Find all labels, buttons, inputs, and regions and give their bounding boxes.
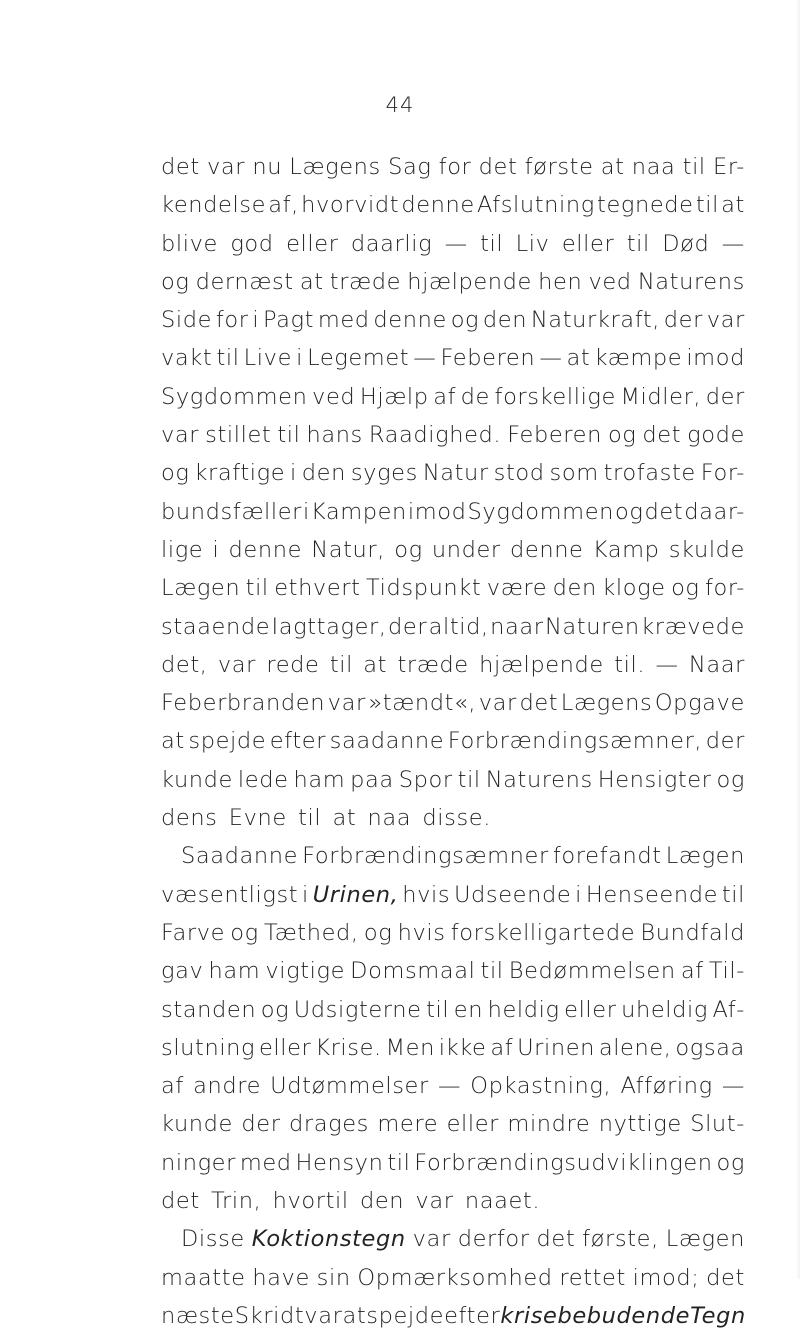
word: Kampen [310,498,407,525]
body-text [161,148,745,1335]
word: Til- [708,958,745,985]
word: »tændt«, [368,690,477,717]
word: der [705,383,745,410]
word: Spor [398,766,453,793]
word: og [607,422,637,449]
word: mindre [507,1111,591,1138]
word: til [480,230,504,257]
word: hvis [402,881,451,908]
word: den [552,575,597,602]
text-line [161,1105,745,1143]
word: Henseende [585,881,719,908]
word: Disse [181,1226,245,1253]
word: hjælpende [479,651,604,678]
word: og [230,919,259,946]
word: Feberen [507,422,602,449]
word: kraftige [194,460,286,487]
word: det [161,1188,200,1215]
word: — [721,1073,745,1100]
word: de [460,383,490,410]
word: Kamp [592,536,660,563]
word: Evne [228,805,287,832]
word: kloge [602,575,666,602]
word: dernæst [195,268,294,295]
word: ikke [438,1034,487,1061]
word: spejde [188,728,267,755]
text-line [161,914,745,952]
word: lede [237,766,289,793]
word: sin [316,1264,351,1291]
word: at [299,268,324,295]
word: daar- [684,498,745,525]
word: Lægens [289,154,381,180]
word: stillet [205,422,272,449]
word: imod [407,498,467,525]
text-line [161,799,745,837]
word: Udseende [453,881,572,908]
word: Saadanne [181,843,299,870]
word: naa [631,154,676,180]
word: det [519,690,559,717]
word: eller [446,1111,500,1138]
word: næste [161,1302,235,1329]
text-line [161,454,745,492]
word: ethvert [274,575,361,602]
word: Opmærksomhed [357,1264,553,1291]
word: Natur, [311,536,385,563]
text-line [161,1067,745,1105]
word: det [644,498,684,525]
word: det [161,154,200,180]
word: naa [367,805,412,832]
text-line [161,569,745,607]
text-line [161,493,745,531]
word: vigtige [265,958,346,985]
word: forskelligartede [450,919,636,946]
word: Lægen [665,843,745,870]
word: og [615,498,644,525]
word: til [387,1149,411,1176]
word: have [252,1264,310,1291]
word: Naturkraft, [530,307,660,334]
word: Tegn [690,1302,746,1329]
word: at [342,1302,367,1329]
word: Pagt [262,307,315,334]
word: gode [687,422,745,449]
word: Naturens [637,268,745,295]
word: disse. [422,805,491,832]
word: i [290,460,297,487]
word: gav [161,958,204,985]
word: i [212,536,220,563]
text-line [161,339,745,377]
word: Slut- [690,1111,745,1138]
word: kendelse [161,192,267,219]
word: hvortil [272,1188,349,1215]
word: For- [700,460,745,487]
word: Naar [688,651,745,678]
word: naaet. [464,1188,541,1215]
word: væsentligst [161,881,299,908]
word: drages [288,1111,369,1138]
text-line [161,225,745,263]
word: trofaste [603,460,696,487]
word: som [549,460,599,487]
word: det [536,1226,576,1253]
word: for [215,307,249,334]
word: i [575,881,582,908]
word: til [695,192,719,219]
page-number: 44 [385,93,415,117]
word: og [363,919,393,946]
word: — [721,230,745,257]
word: Bedømmelsen [508,958,676,985]
word: Udtømmelser [270,1073,429,1100]
text-line [161,1259,745,1297]
word: af [161,1073,184,1100]
word: der [388,613,428,640]
text-line [161,646,745,684]
word: at [721,192,745,219]
word: Hensyn [295,1149,384,1176]
word: paa [350,766,394,793]
word: Forbrændingsæmner [302,843,549,870]
word: i [302,881,309,908]
word: vakt [161,345,213,372]
word: derfor [457,1226,530,1253]
word: til [682,154,706,180]
word: var [206,154,246,180]
text-line [161,531,745,569]
word: Iagttager, [271,613,387,640]
word: eller [564,996,617,1023]
word: ninger [161,1149,236,1176]
word: Feberen [440,345,536,372]
word: denne [228,536,303,563]
word: Er- [713,154,745,180]
word: Opgave [654,690,745,717]
word: Live [243,345,293,372]
word: første [524,154,594,180]
word: Natur [422,460,489,487]
word: træde [329,268,402,295]
word: i [303,498,310,525]
word: kunde [161,1111,233,1138]
word: til [457,766,481,793]
word: og [260,996,290,1023]
word: efter [269,728,327,755]
word: den [359,1188,405,1215]
word: Naturens [485,766,593,793]
word: Bundfald [640,919,745,946]
word: standen [161,996,257,1023]
word: Sygdommen [161,383,308,410]
word: Farve [161,919,226,946]
word: rettet [559,1264,626,1291]
word: stod [493,460,545,487]
word: den [482,307,528,334]
word: til [298,805,322,832]
word: og [716,1149,745,1176]
word: og [161,268,190,295]
word: dens [161,805,218,832]
word: Legemet [307,345,410,372]
word: — [444,230,468,257]
word: til [245,575,269,602]
word: alene, [598,1034,672,1061]
word: det [478,154,518,180]
word: Af- [712,996,745,1023]
word: — [539,345,563,372]
word: det [706,1264,745,1291]
word: eller [561,230,615,257]
word: med [239,1149,292,1176]
word: var [327,690,366,717]
text-line [161,608,745,646]
word: imod; [632,1264,700,1291]
word: Opkastning, [470,1073,612,1100]
word: af [680,958,704,985]
text-line [161,1144,745,1182]
word: af, [268,192,299,219]
word: nyttige [598,1111,682,1138]
text-line [161,1297,745,1335]
word: med [317,307,370,334]
word: at [600,154,625,180]
word: og [671,575,700,602]
word: skulde [668,536,745,563]
word: Tæthed, [263,919,359,946]
word: nu [252,154,283,180]
word: at [332,805,357,832]
word: spejde [366,1302,445,1329]
text-line [161,684,745,722]
word: — [655,651,679,678]
word: ved [312,383,356,410]
word: — [413,345,437,372]
word: Men [385,1034,435,1061]
word: eller [258,1034,312,1061]
word: til [626,230,650,257]
word: Lægen [161,575,241,602]
word: der [663,307,703,334]
word: Skridt [234,1302,305,1329]
word: krisebebudende [500,1302,691,1329]
word: Feberbranden [161,690,326,717]
word: Trin, [211,1188,262,1215]
word: tegnede [597,192,694,219]
word: denne [510,536,584,563]
text-line [161,837,745,875]
word: der [241,1111,281,1138]
word: hvis [397,919,446,946]
word: Naturen [544,613,640,640]
text-line [161,416,745,454]
word: den [301,460,346,487]
word: og [716,766,745,793]
word: rede [266,651,320,678]
word: hvorvidt [301,192,400,219]
word: var [478,690,517,717]
word: og [450,307,480,334]
word: maatte [161,1264,246,1291]
word: til [480,958,504,985]
word: til. [614,651,646,678]
word: forefandt [552,843,662,870]
word: lige [161,536,204,563]
word: ham [293,766,346,793]
word: at [161,728,185,755]
word: denne [373,307,447,334]
word: Udsigterne [293,996,422,1023]
word: til [216,345,240,372]
word: Forbrændingsæmner, [447,728,703,755]
word: af [490,1034,514,1061]
word: Krise. [315,1034,382,1061]
word: blive [161,230,218,257]
word: Midler, [620,383,702,410]
text-line [161,148,745,186]
word: for- [704,575,745,602]
word: for [438,154,472,180]
word: det, [161,651,208,678]
word: af [433,383,457,410]
word: naar [490,613,544,640]
word: Død [662,230,710,257]
word: en [453,996,484,1023]
word: syges [350,460,418,487]
word: var [415,1188,454,1215]
text-line [161,876,745,914]
word: bundsfæller [161,498,303,525]
word: i [252,307,260,334]
word: og [161,460,190,487]
word: denne [401,192,475,219]
word: kæmpe [594,345,683,372]
word: — [438,1073,462,1100]
text-line [161,1182,745,1220]
word: Lægens [560,690,653,717]
word: efter [444,1302,501,1329]
word: Sygdommen [467,498,615,525]
word: at [566,345,591,372]
word: altid, [428,613,489,640]
word: Lægen [665,1226,745,1253]
word: Raadighed. [368,422,502,449]
word: ham [208,958,261,985]
word: det [642,422,682,449]
text-line [161,991,745,1029]
word: til [426,996,450,1023]
word: Urinen [517,1034,595,1061]
word: Domsmaal [350,958,476,985]
word: Hjælp [359,383,429,410]
word: at [363,651,388,678]
word: Side [161,307,213,334]
word: var [217,651,256,678]
word: Tidspunkt [365,575,482,602]
word: Koktionstegn [251,1226,406,1253]
text-line [161,301,745,339]
word: var [161,422,200,449]
word: var [412,1226,451,1253]
word: staaende [161,613,271,640]
word: under [431,536,501,563]
word: træde [397,651,469,678]
word: Afføring [620,1073,713,1100]
word: ogsaa [675,1034,745,1061]
word: til [721,881,745,908]
word: andre [193,1073,262,1100]
word: god [230,230,274,257]
word: eller [286,230,339,257]
word: hjælpende [407,268,532,295]
text-line [161,761,745,799]
word: saadanne [329,728,445,755]
word: krævede [641,613,745,640]
word: til [329,651,353,678]
word: uheldig [621,996,708,1023]
word: Urinen, [312,881,399,908]
word: til [277,422,301,449]
word: mere [377,1111,439,1138]
word: der [705,728,745,755]
word: ved [588,268,632,295]
text-line [161,263,745,301]
word: hans [306,422,363,449]
word: heldig [487,996,560,1023]
text-line [161,952,745,990]
word: daarlig [350,230,433,257]
text-line [161,1029,745,1067]
word: Sag [388,154,432,180]
word: første, [582,1226,659,1253]
word: imod [686,345,745,372]
text-line [161,1220,745,1258]
word: hen [538,268,583,295]
word: forskellige [494,383,616,410]
text-line [161,186,745,224]
word: og [394,536,423,563]
page-edge [796,0,800,1279]
word: var [304,1302,343,1329]
word: Hensigter [597,766,712,793]
text-line [161,722,745,760]
word: i [296,345,303,372]
word: slutning [161,1034,256,1061]
word: Afslutning [477,192,595,219]
word: kunde [161,766,233,793]
word: Forbrændingsudviklingen [414,1149,713,1176]
word: være [486,575,548,602]
word: Liv [515,230,550,257]
text-line [161,378,745,416]
word: var [706,307,745,334]
